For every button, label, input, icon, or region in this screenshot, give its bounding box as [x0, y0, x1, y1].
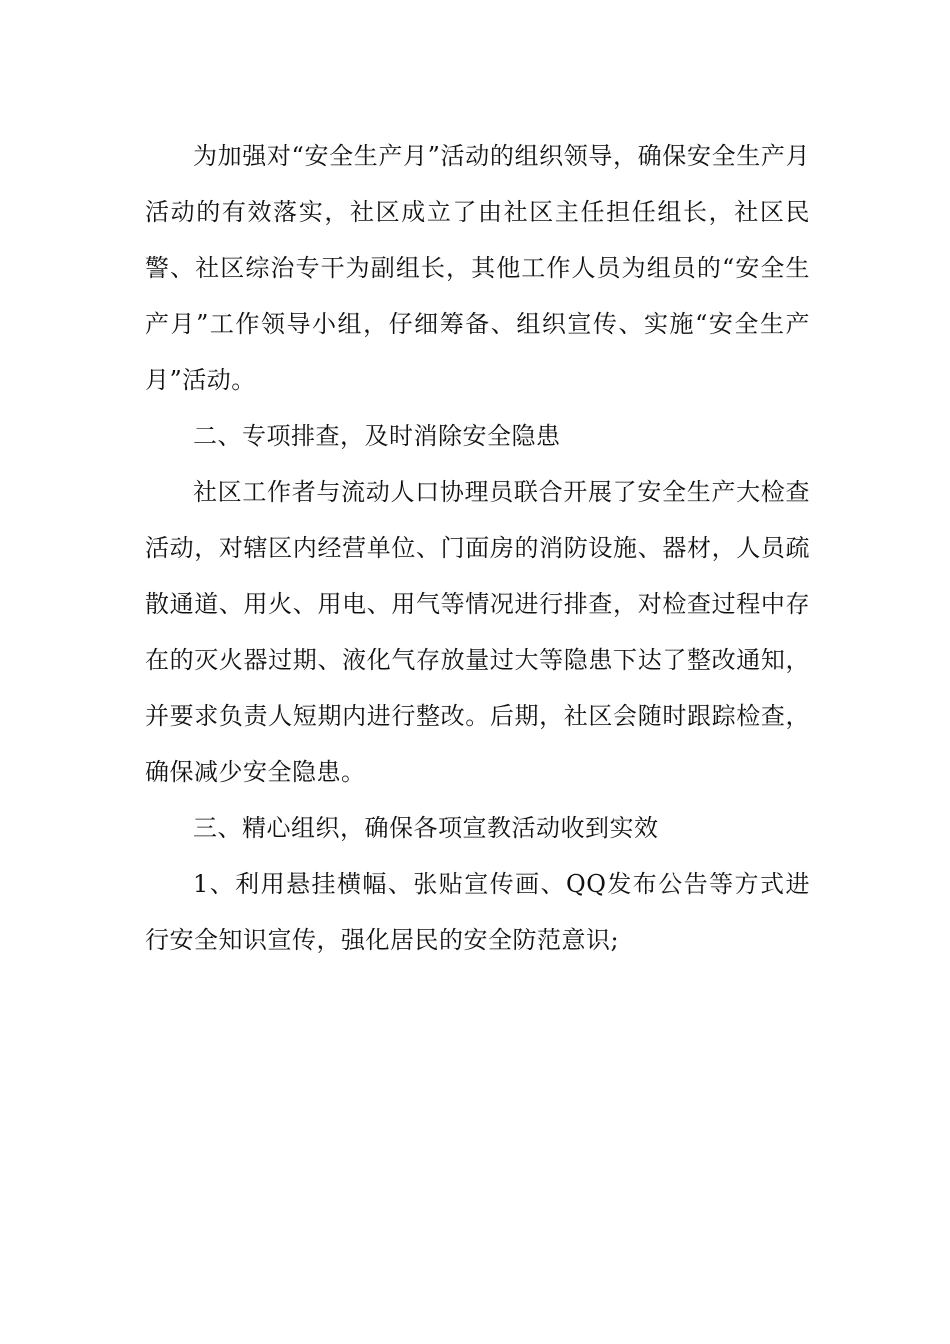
paragraph-safety-inspection: 社区工作者与流动人口协理员联合开展了安全生产大检查活动，对辖区内经营单位、门面房的消防设施、器材，人员疏散通道、用火、用电、用气等情况进行排查，对检查过程中存在的灭火器过期、液化气存放量过大等隐患下达了整改通知，并要求负责人短期内进行整改。后期，社区会随时跟踪检查，确保减少安全隐患。: [145, 478, 810, 786]
document-body: [145, 128, 810, 968]
paragraph-leadership-group: 为加强对“安全生产月”活动的组织领导，确保安全生产月活动的有效落实，社区成立了由社区主任担任组长，社区民警、社区综治专干为副组长，其他工作人员为组员的“安全生产月”工作领导小组，仔细筹备、组织宣传、实施“安全生产月”活动。: [145, 142, 810, 394]
section-heading-2: 二、专项排查，及时消除安全隐患: [193, 422, 561, 450]
section-heading-3: 三、精心组织，确保各项宣教活动收到实效: [193, 814, 659, 842]
paragraph-publicity-item-1: 1、利用悬挂横幅、张贴宣传画、QQ发布公告等方式进行安全知识宣传，强化居民的安全防范意识;: [145, 870, 810, 954]
